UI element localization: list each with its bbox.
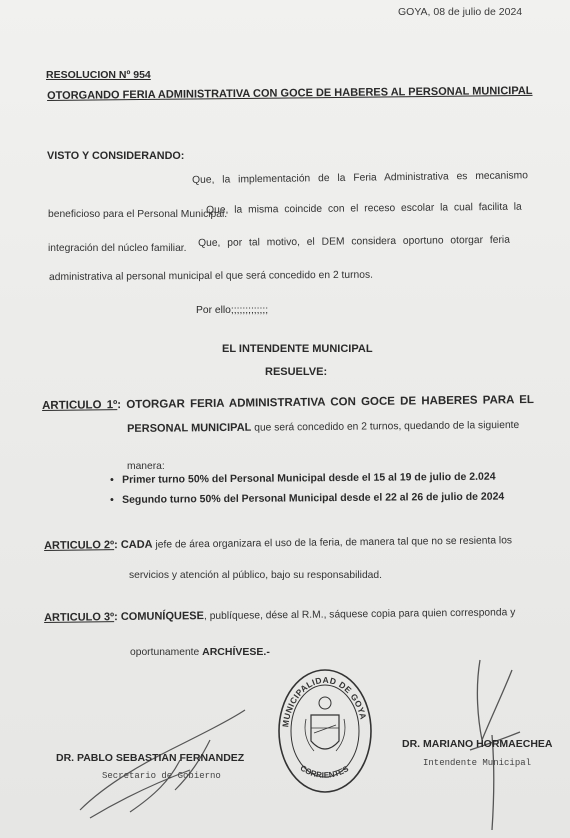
- consideration-1-line-1: Que, la implementación de la Feria Administrativa es mecanismo: [192, 170, 529, 186]
- left-signatory-role: Secretario de Gobierno: [102, 771, 221, 781]
- resolution-number: RESOLUCION Nº 954: [46, 69, 151, 81]
- article-1-bold-text: PERSONAL MUNICIPAL: [127, 421, 252, 435]
- article-2-bold-text: : CADA: [114, 538, 153, 552]
- article-1-line-2: [127, 419, 519, 435]
- article-3-bold-text: : COMUNÍQUESE: [114, 610, 205, 624]
- article-2-label: ARTICULO 2º: [44, 539, 115, 552]
- bullet-icon: •: [110, 473, 114, 486]
- svg-text:CORRIENTES: [299, 763, 351, 779]
- resolution-subject: OTORGANDO FERIA ADMINISTRATIVA CON GOCE DE HABERES AL PERSONAL MUNICIPAL: [47, 84, 533, 102]
- bullet-icon: •: [110, 493, 114, 506]
- article-3-text: , publíquese, dése al R.M., sáquese copia para quien corresponda y: [203, 607, 516, 623]
- article-1-line-3: manera:: [127, 461, 165, 472]
- seal-bottom-text: CORRIENTES: [298, 763, 351, 780]
- article-3-archive: ARCHÍVESE.-: [202, 646, 270, 658]
- right-signatory-role: Intendente Municipal: [423, 758, 532, 768]
- article-1-title: : OTORGAR FERIA ADMINISTRATIVA CON GOCE DE HABERES PARA EL: [117, 393, 535, 412]
- article-1-line-1: [42, 394, 534, 412]
- article-2-line-1: [44, 534, 512, 552]
- consideration-2-line-2: integración del núcleo familiar.: [48, 243, 187, 254]
- consideration-3-line-2: administrativa al personal municipal el que será concedido en 2 turnos.: [49, 269, 374, 283]
- left-signatory-name: DR. PABLO SEBASTIAN FERNANDEZ: [56, 752, 245, 764]
- shift-1-text: Primer turno 50% del Personal Municipal desde el 15 al 19 de julio de 2.024: [121, 470, 496, 486]
- consideration-1-line-2: beneficioso para el Personal Municipal.: [48, 209, 228, 220]
- list-item: [110, 471, 496, 486]
- article-3-label: ARTICULO 3º: [44, 611, 115, 624]
- list-item: [110, 491, 504, 506]
- consideration-2-line-1: Que, la misma coincide con el receso escolar la cual facilita la: [206, 201, 522, 216]
- shift-2-text: Segundo turno 50% del Personal Municipal desde el 22 al 26 de julio de 2024: [121, 490, 505, 506]
- document-date: GOYA, 08 de julio de 2024: [398, 6, 523, 18]
- article-2-line-2: servicios y atención al público, bajo su responsabilidad.: [129, 570, 382, 581]
- article-3-line-1: [44, 606, 515, 624]
- article-3-text-2: oportunamente: [130, 647, 203, 658]
- article-3-line-2: [130, 646, 270, 658]
- svg-text:MUNICIPALIDAD DE GOYA: [280, 675, 368, 728]
- right-signatory-name: DR. MARIANO HORMAECHEA: [402, 738, 553, 750]
- resolves-subheading: RESUELVE:: [265, 366, 328, 378]
- considerations-heading: VISTO Y CONSIDERANDO:: [47, 150, 185, 162]
- consideration-3-line-1: Que, por tal motivo, el DEM considera oportuno otorgar feria: [198, 234, 510, 249]
- por-ello: Por ello;;;;;;;;;;;;;: [196, 305, 269, 316]
- seal-top-text: MUNICIPALIDAD DE GOYA: [280, 674, 369, 728]
- article-1-text: que será concedido en 2 turnos, quedando de la siguiente: [251, 419, 520, 434]
- article-1-label: ARTICULO 1º: [42, 399, 118, 412]
- resolves-heading: EL INTENDENTE MUNICIPAL: [222, 343, 373, 355]
- municipal-seal: [276, 667, 374, 795]
- article-2-text: jefe de área organizara el uso de la feria, de manera tal que no se resienta los: [152, 535, 513, 551]
